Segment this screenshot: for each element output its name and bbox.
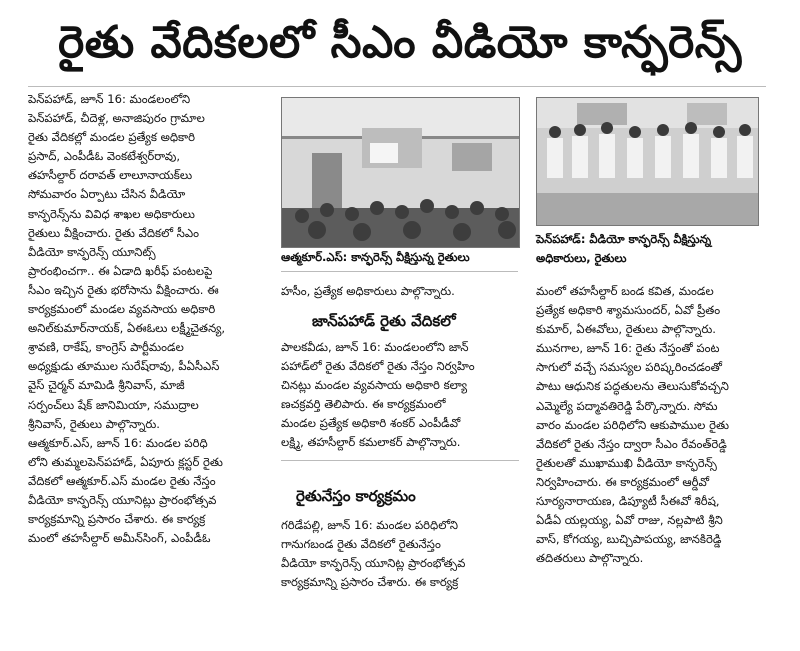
text-line: సోమవారం ఏర్పాటు చేసిన వీడియో: [28, 187, 186, 202]
text-line: శ్రీనివాస్, రైతులు పాల్గొన్నారు.: [28, 416, 160, 431]
text-line: అనిల్‌కుమార్‌నాయక్, ఏఈఓలు లక్ష్మీచైతన్య,: [28, 321, 226, 336]
col2-intro: హసీం, ప్రత్యేక అధికారులు పాల్గొన్నారు.: [281, 284, 455, 298]
text-line: లోని తుమ్మలపెన్‌పహాడ్, ఏపూరు క్లస్టర్ రైతు: [28, 454, 223, 469]
text-line: వీడియో కాన్ఫరెన్స్ యూనిట్లు ప్రారంభోత్సవ: [28, 492, 217, 507]
subhead-janpahad: జాన్‌పహాడ్ రైతు వేదికలో: [312, 312, 456, 330]
photo2-caption-text: పెన్‌పహాడ్: వీడియో కాన్ఫరెన్స్ వీక్షిస్తున్న అధికారులు, రైతులు: [536, 232, 712, 265]
text-line: రైతులతో ముఖాముఖి వీడియో కాన్ఫరెన్స్: [536, 455, 717, 470]
photo1-caption-rule: [281, 271, 518, 272]
text-line: మంలో తహసీల్దార్ అమీన్‌సింగ్, ఎంపీడీఓ: [28, 531, 211, 546]
text-line: తదితరులు పాల్గొన్నారు.: [536, 551, 644, 566]
text-line: కార్యక్రమంలో మండల వ్యవసాయ అధికారి: [28, 302, 216, 317]
photo1-caption: ఆత్మకూర్.ఎస్: కాన్ఫరెన్స్ వీక్షిస్తున్న రైతులు: [281, 250, 470, 264]
text-line: వైస్ చైర్మన్ మామిడి శ్రీనివాస్, మాజీ: [28, 378, 185, 393]
col2-rule: [281, 460, 519, 461]
text-line: వీడియో కాన్ఫరెన్స్ యూనిట్ల ప్రారంభోత్సవ: [281, 556, 466, 571]
text-line: పెన్‌పహాడ్, జూన్ 16: మండలంలోని: [28, 92, 191, 106]
text-line: వాస్, కోగయ్య, బుచ్చిపాపయ్య, జానకిరెడ్డి: [536, 532, 722, 547]
text-line: సూర్యనారాయణ, డిప్యూటీ సీఈవో శిరీష,: [536, 494, 720, 509]
officials-watching-image: [537, 98, 758, 225]
text-line: అధ్యక్షుడు తూముల సురేష్‌రావు, పీఏసీఎస్: [28, 359, 220, 374]
text-line: మునగాల, జూన్ 16: రైతు నేస్తంతో పంట: [536, 341, 720, 356]
article-column-1: [28, 90, 270, 610]
col2-paragraph-1: [281, 338, 519, 458]
text-line: వారం మండల పరిధిలోని ఆకుపాముల రైతు: [536, 417, 729, 432]
text-line: లక్ష్మి, తహసీల్దార్ కమలాకర్ పాల్గొన్నారు.: [281, 435, 461, 450]
photo-officials-farmers: [536, 97, 759, 226]
text-line: నిర్వహించారు. ఈ కార్యక్రమంలో ఆర్డీవో: [536, 474, 709, 489]
headline-underline: [28, 86, 766, 87]
col2-paragraph-2: [281, 516, 519, 616]
text-line: కుమార్, ఏఈవోలు, రైతులు పాల్గొన్నారు.: [536, 322, 716, 337]
text-line: కార్యక్రమాన్ని ప్రసారం చేశారు. ఈ కార్యక్ర: [281, 575, 459, 590]
text-line: చినట్లు మండల వ్యవసాయ అధికారి కల్యా: [281, 378, 468, 393]
text-line: రైతులు వీక్షించారు. రైతు వేదికలో సీఎం: [28, 225, 199, 240]
text-line: పాలకవీడు, జూన్ 16: మండలంలోని జాన్: [281, 340, 469, 354]
text-line: వేదికలో రైతు నేస్తం ద్వారా సీఎం రేవంత్‌రెడ్డి: [536, 436, 727, 451]
text-line: ఆత్మకూర్.ఎస్, జూన్ 16: మండల పరిధి: [28, 435, 208, 450]
article-column-3: [536, 282, 758, 612]
text-line: పాటు ఆధునిక పద్ధతులను తెలుసుకోవచ్చని: [536, 379, 729, 394]
photo-farmers-conference: [281, 97, 520, 248]
subhead-raithu-nestham: రైతునేస్తం కార్యక్రమం: [296, 487, 416, 505]
text-line: గానుగబండ రైతు వేదికలో రైతునేస్తం: [281, 537, 441, 552]
text-line: మండల ప్రత్యేక అధికారి శంకర్ ఎంపీడీవో: [281, 416, 461, 431]
text-line: కార్యక్రమాన్ని ప్రసారం చేశారు. ఈ కార్యక్ర: [28, 512, 206, 527]
text-line: ఎమ్మెల్యే పద్మావతిరెడ్డి పేర్కొన్నారు. సోమ: [536, 398, 718, 413]
text-line: వేదికలో ఆత్మకూర్.ఎస్ మండల రైతు నేస్తం: [28, 473, 216, 488]
text-line: వీడియో కాన్ఫరెన్స్ యూనిట్స్: [28, 244, 156, 259]
photo2-caption: [536, 230, 766, 268]
text-line: ణచక్రవర్తి తెలిపారు. ఈ కార్యక్రమంలో: [281, 397, 446, 412]
farmers-watching-image: [282, 98, 519, 247]
text-line: తహసీల్దార్ దరావత్ లాలూనాయక్‌లు: [28, 168, 193, 183]
headline: రైతు వేదికలలో సీఎం వీడియో కాన్ఫరెన్స్: [58, 17, 742, 68]
text-line: పహాడ్‌లో రైతు వేదికలో రైతు నేస్తం నిర్వహిం: [281, 359, 475, 374]
text-line: గరిడేపల్లి, జూన్ 16: మండల పరిధిలోని: [281, 518, 459, 532]
text-line: శ్రావణి, రాకేష్, కాంగ్రెస్ పార్టీమండల: [28, 340, 184, 355]
text-line: ప్రారంభించగా.. ఈ ఏడాది ఖరీఫ్ పంటలపై: [28, 263, 213, 278]
text-line: పెన్‌పహాడ్, చీదెళ్ల, అనాజిపురం గ్రామాల: [28, 111, 205, 126]
text-line: ప్రసాద్, ఎంపీడీఓ వెంకటేశ్వర్‌రావు,: [28, 149, 181, 164]
text-line: రైతు వేదికల్లో మండల ప్రత్యేక అధికారి: [28, 130, 195, 145]
text-line: సీఎం ఇచ్చిన రైతు భరోసాను వీక్షించారు. ఈ: [28, 282, 219, 297]
text-line: కాన్ఫరెన్స్‌ను వివిధ శాఖల అధికారులు: [28, 206, 195, 221]
text-line: సర్పంచ్‌లు షేక్ జానిమియా, సముద్రాల: [28, 397, 199, 412]
text-line: మంలో తహసీల్దార్ బండ కవిత, మండల: [536, 284, 714, 298]
text-line: ప్రత్యేక అధికారి శ్యామసుందర్, ఏవో ప్రీతం: [536, 303, 721, 318]
text-line: ఏడీఏ యల్లయ్య, ఏవో రాజు, నల్లపాటి శ్రీని: [536, 513, 723, 528]
text-line: సాగులో వచ్చే సమస్యల పరిష్కరించడంతో: [536, 360, 722, 375]
